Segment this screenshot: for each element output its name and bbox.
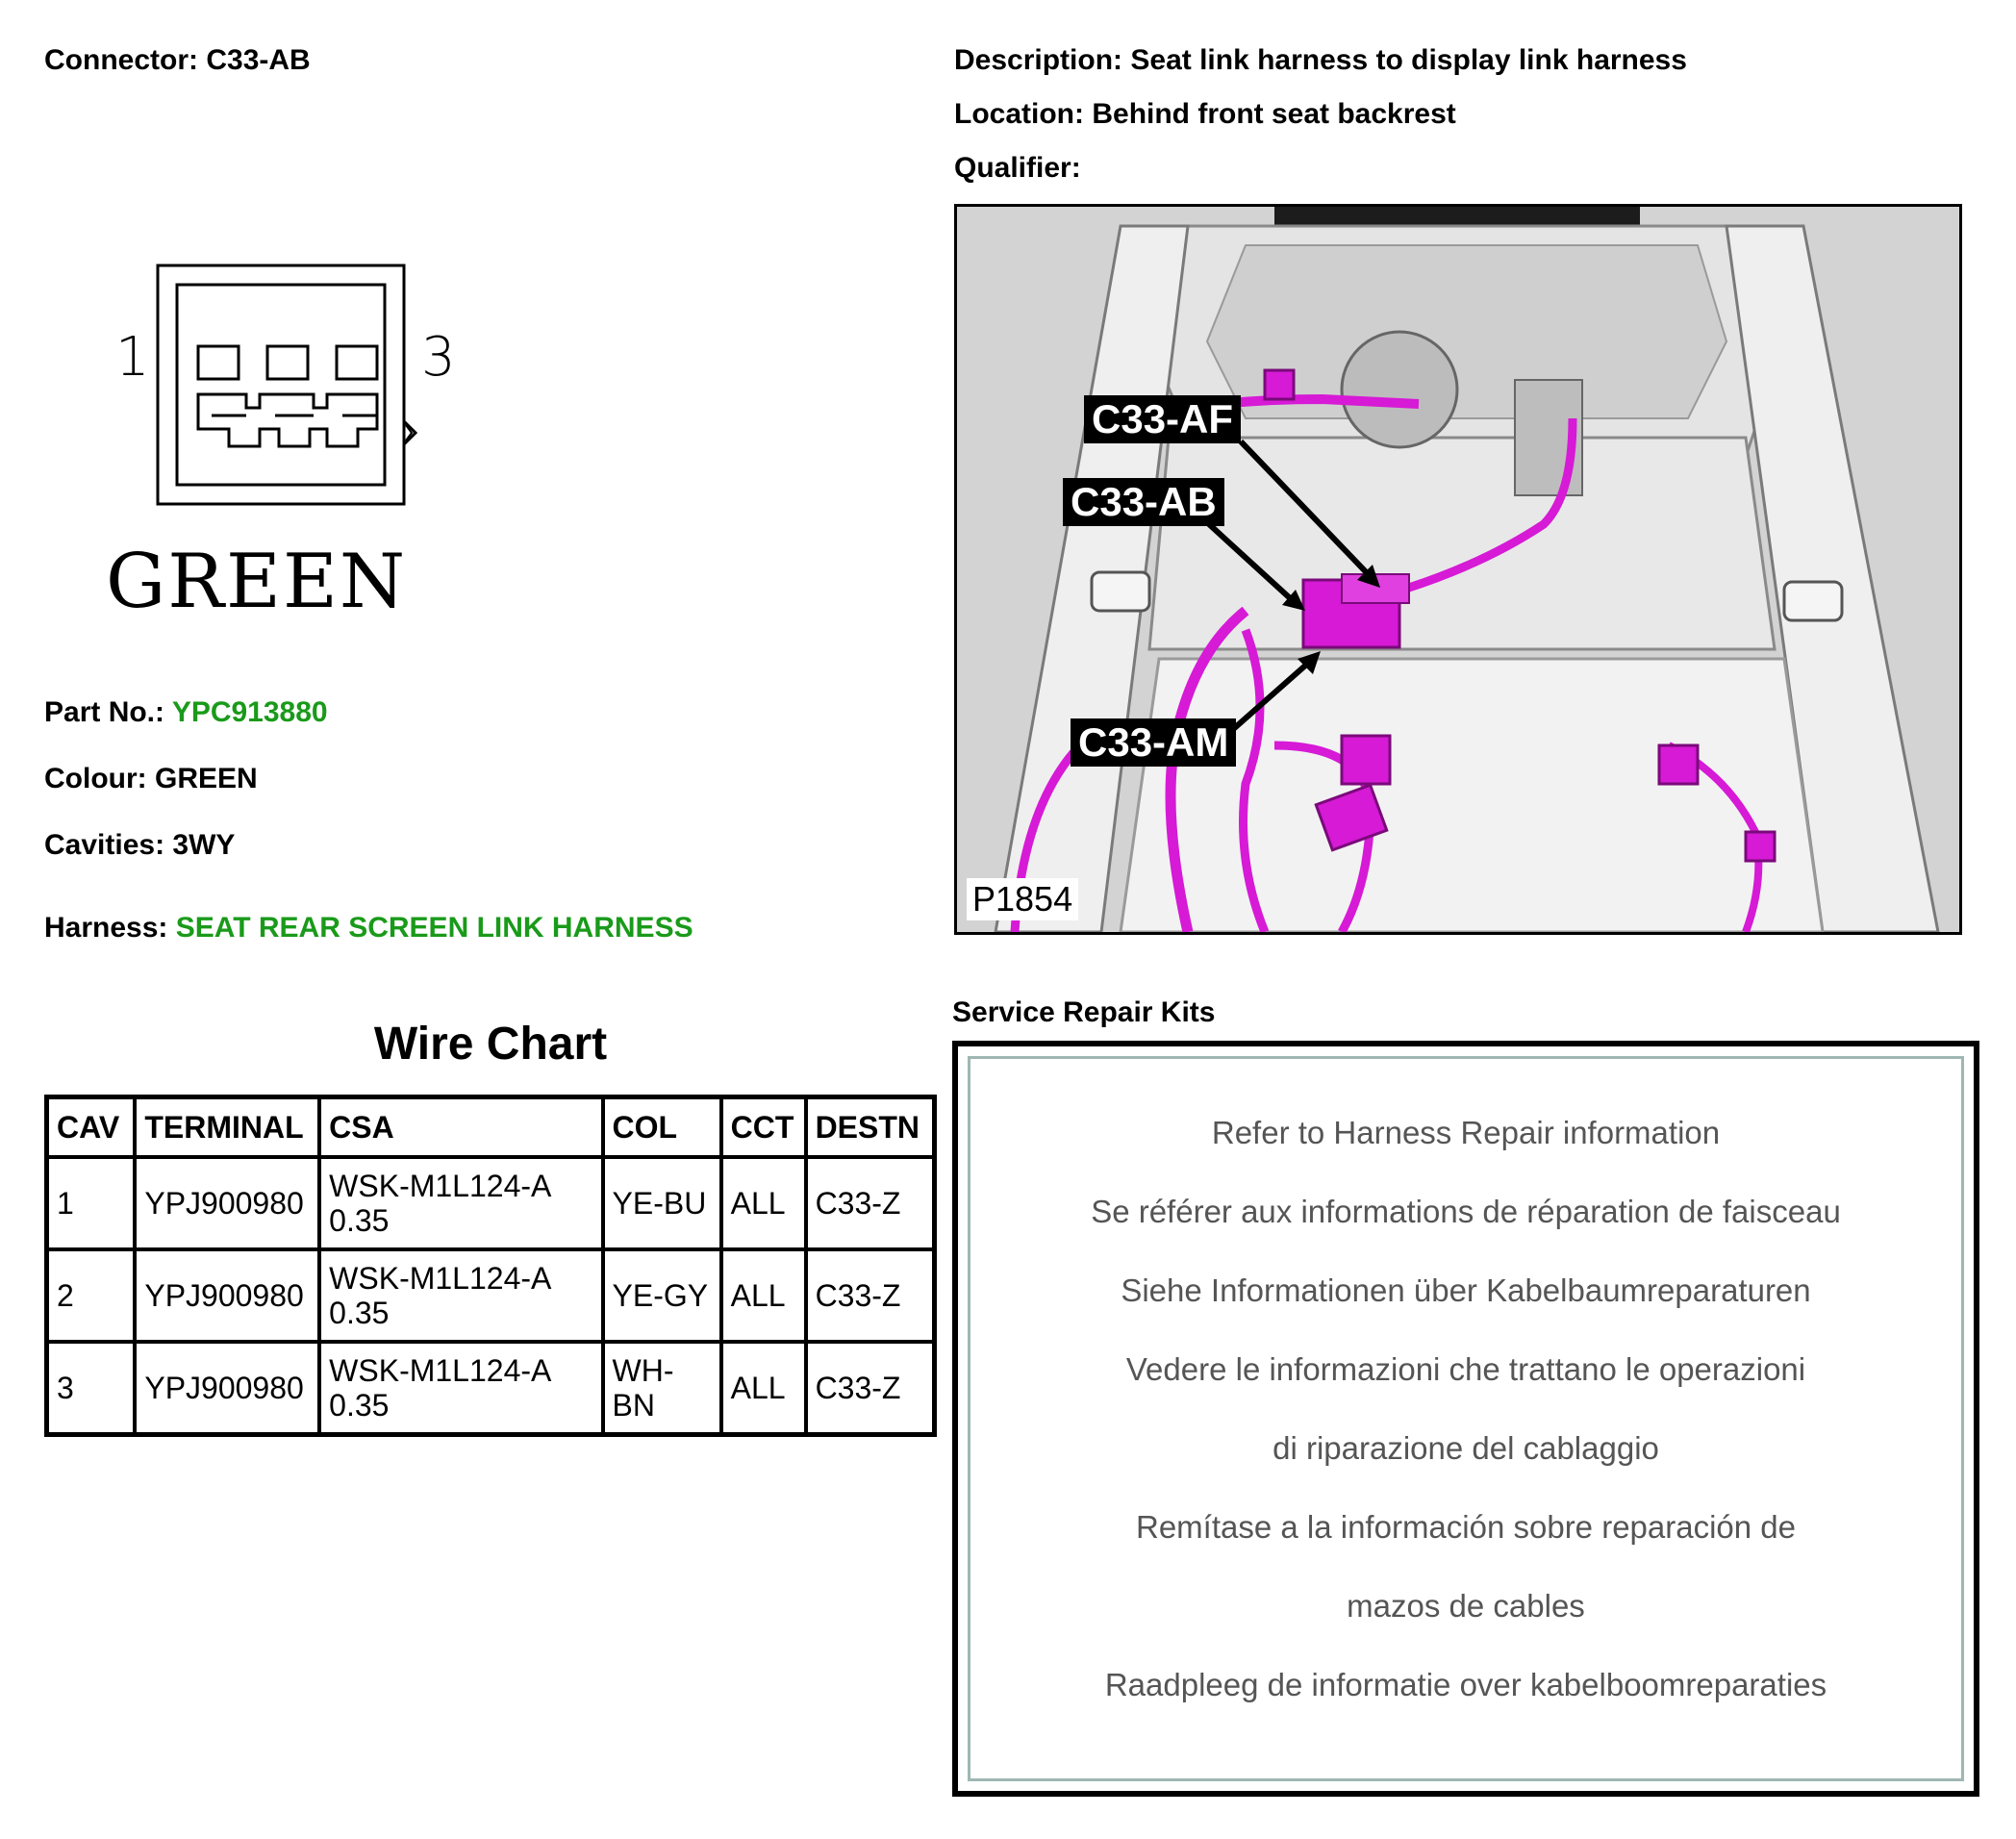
table-row (47, 1249, 935, 1342)
callout-c33-af: C33-AF (1084, 395, 1241, 443)
header-destn: DESTN (806, 1097, 935, 1158)
cell-col (603, 1249, 721, 1342)
header-csa: CSA (319, 1097, 602, 1158)
col-part-2: BN (612, 1388, 655, 1423)
connector-label: Connector: (44, 44, 198, 76)
cavity-1 (198, 346, 239, 379)
cell-csa (319, 1342, 602, 1435)
colour-line (44, 763, 258, 795)
csa-spec: WSK-M1L124-A (329, 1353, 552, 1388)
wire-chart-title: Wire Chart (373, 1019, 608, 1070)
repair-line-es-2: mazos de cables (1347, 1588, 1585, 1624)
description-line (954, 44, 1687, 77)
latch-rail (198, 394, 377, 446)
cell-terminal: YPJ900980 (135, 1249, 319, 1342)
cell-cav: 3 (47, 1342, 136, 1435)
repair-line-nl: Raadpleeg de informatie over kabelboomreparaties (1104, 1667, 1827, 1702)
callout-c33-am: C33-AM (1071, 718, 1236, 767)
repair-line-fr: Se référer aux informations de réparation de faisceau (1091, 1194, 1841, 1229)
cell-destn: C33-Z (806, 1157, 935, 1249)
part-number-line (44, 696, 328, 729)
cell-csa (319, 1157, 602, 1249)
cavities-line (44, 829, 235, 862)
colour-label: Colour: (44, 763, 147, 794)
table-row (47, 1157, 935, 1249)
cell-cav: 1 (47, 1157, 136, 1249)
harness-label: Harness: (44, 912, 168, 944)
repair-line-de: Siehe Informationen über Kabelbaumreparaturen (1121, 1272, 1811, 1308)
connector-colour-label: GREEN (106, 539, 408, 625)
description-value: Seat link harness to display link harness (1130, 44, 1687, 76)
connector-outer-shell (158, 265, 404, 504)
harness-link[interactable]: SEAT REAR SCREEN LINK HARNESS (175, 912, 693, 944)
connector-value: C33-AB (206, 44, 311, 76)
header-terminal: TERMINAL (135, 1097, 319, 1158)
location-label: Location: (954, 98, 1084, 130)
header-col: COL (603, 1097, 721, 1158)
header-cav: CAV (47, 1097, 136, 1158)
csa-size: 0.35 (329, 1296, 390, 1330)
pin-3-label: 3 (421, 326, 456, 389)
connector-location-image (954, 204, 1962, 935)
colour-value: GREEN (154, 763, 258, 794)
cell-col (603, 1157, 721, 1249)
pin-1-label: 1 (115, 326, 150, 389)
wire-chart-table (44, 1095, 937, 1437)
cavity-3 (337, 346, 377, 379)
cell-destn: C33-Z (806, 1342, 935, 1435)
cell-terminal: YPJ900980 (135, 1157, 319, 1249)
harness-line (44, 912, 693, 945)
service-repair-kits-box (952, 1041, 1979, 1797)
part-number-link[interactable]: YPC913880 (171, 696, 328, 728)
col-part-1: YE-BU (612, 1186, 707, 1221)
callout-c33-ab: C33-AB (1063, 478, 1224, 526)
cell-csa (319, 1249, 602, 1342)
csa-spec: WSK-M1L124-A (329, 1261, 552, 1296)
cavities-value: 3WY (172, 829, 236, 861)
repair-line-it-2: di riparazione del cablaggio (1273, 1430, 1659, 1466)
connector-inner-shell (177, 285, 385, 485)
repair-line-en: Refer to Harness Repair information (1211, 1115, 1721, 1150)
csa-size: 0.35 (329, 1203, 390, 1238)
description-label: Description: (954, 44, 1123, 76)
cell-cct: ALL (721, 1249, 806, 1342)
cell-cav: 2 (47, 1249, 136, 1342)
photo-reference-label: P1854 (967, 878, 1078, 920)
cell-col (603, 1342, 721, 1435)
qualifier-line (954, 152, 1081, 185)
cell-destn: C33-Z (806, 1249, 935, 1342)
cell-terminal: YPJ900980 (135, 1342, 319, 1435)
part-number-label: Part No.: (44, 696, 165, 728)
location-value: Behind front seat backrest (1092, 98, 1456, 130)
connector-line (44, 44, 311, 77)
qualifier-label: Qualifier: (954, 152, 1081, 184)
col-part-1: YE-GY (612, 1278, 709, 1313)
col-part-1: WH- (612, 1353, 674, 1388)
seat-frame-illustration (957, 207, 1959, 932)
cavities-label: Cavities: (44, 829, 165, 861)
header-cct: CCT (721, 1097, 806, 1158)
table-header-row (47, 1097, 935, 1158)
table-row (47, 1342, 935, 1435)
location-line (954, 98, 1456, 131)
service-repair-kits-panel (968, 1056, 1964, 1781)
service-repair-kits-title: Service Repair Kits (952, 996, 1216, 1028)
csa-spec: WSK-M1L124-A (329, 1169, 552, 1203)
repair-line-es-1: Remítase a la información sobre reparación de (1135, 1509, 1797, 1545)
cavity-2 (267, 346, 308, 379)
cell-cct: ALL (721, 1157, 806, 1249)
repair-line-it-1: Vedere le informazioni che trattano le operazioni (1125, 1351, 1806, 1387)
polarising-key (404, 421, 416, 444)
cell-cct: ALL (721, 1342, 806, 1435)
csa-size: 0.35 (329, 1388, 390, 1423)
